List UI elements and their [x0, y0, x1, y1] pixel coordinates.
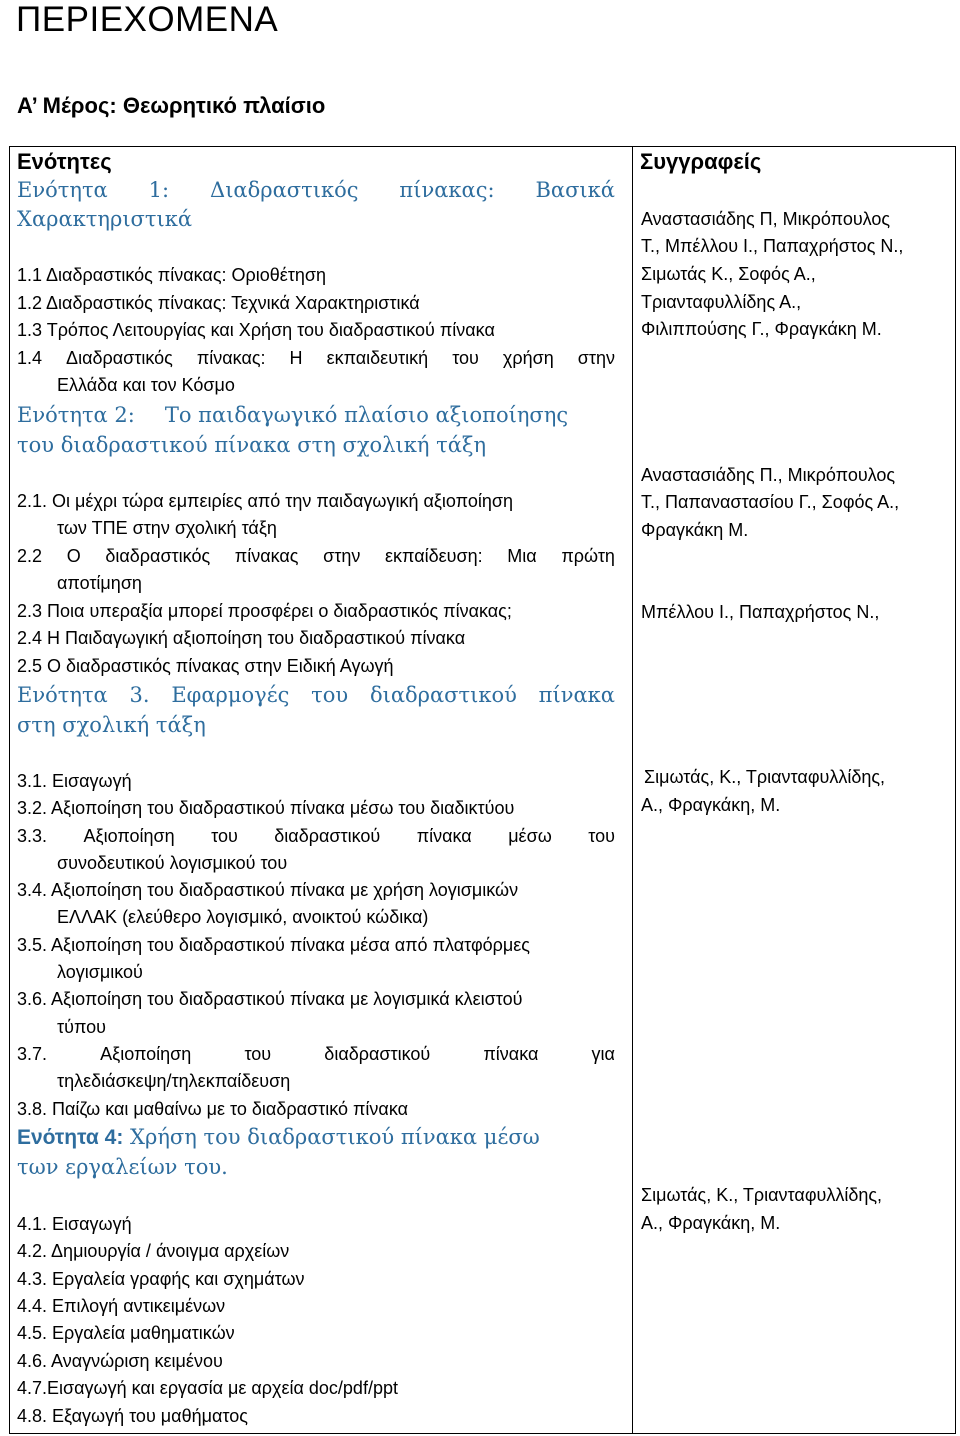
item-2-1-cont: των ΤΠΕ στην σχολική τάξη: [57, 518, 277, 538]
item-2-3: 2.3 Ποια υπεραξία μπορεί προσφέρει ο διαδραστικός πίνακας;: [17, 601, 512, 621]
item-3-1: 3.1. Εισαγωγή: [17, 771, 132, 791]
authors-column-header: Συγγραφείς: [640, 149, 762, 174]
item-2-5: 2.5 Ο διαδραστικός πίνακας στην Ειδική Αγωγή: [17, 656, 394, 676]
unit-4-title: Ενότητα 4: Χρήση του διαδραστικού πίνακα μέσω: [17, 1125, 540, 1149]
item-3-3: 3.3. Αξιοποίηση του διαδραστικού πίνακα μέσω του: [17, 826, 615, 846]
item-1-4-cont: Ελλάδα και τον Κόσμο: [57, 375, 235, 395]
item-2-2-cont: αποτίμηση: [57, 573, 142, 593]
item-3-8: 3.8. Παίζω και μαθαίνω με το διαδραστικό πίνακα: [17, 1099, 409, 1119]
unit-4-author-line: Σιμωτάς, Κ., Τριανταφυλλίδης,: [641, 1185, 883, 1205]
unit-3-author-line: Α., Φραγκάκη, Μ.: [641, 795, 781, 815]
item-4-4: 4.4. Επιλογή αντικειμένων: [17, 1296, 226, 1316]
page-title: ΠΕΡΙΕΧΟΜΕΝΑ: [16, 0, 279, 39]
item-4-2: 4.2. Δημιουργία / άνοιγμα αρχείων: [17, 1241, 290, 1261]
contents-table: [9, 146, 956, 1434]
unit-2-author-line: Τ., Παπαναστασίου Γ., Σοφός Α.,: [641, 492, 900, 512]
unit-2-author-line: Αναστασιάδης Π., Μικρόπουλος: [641, 465, 896, 485]
item-4-8: 4.8. Εξαγωγή του μαθήματος: [17, 1406, 248, 1426]
item-3-6-cont: τύπου: [57, 1017, 106, 1037]
item-3-7: 3.7. Αξιοποίηση του διαδραστικού πίνακα για: [17, 1044, 615, 1064]
item-1-2: 1.2 Διαδραστικός πίνακας: Τεχνικά Χαρακτηριστικά: [17, 293, 420, 313]
unit-3-title-cont: στη σχολική τάξη: [17, 713, 206, 737]
item-3-5: 3.5. Αξιοποίηση του διαδραστικού πίνακα μέσα από πλατφόρμες: [17, 935, 530, 955]
unit-1-title: Ενότητα 1: Διαδραστικός πίνακας: Βασικά: [17, 178, 615, 202]
units-column-header: Ενότητες: [17, 149, 112, 174]
item-1-4: 1.4 Διαδραστικός πίνακας: Η εκπαιδευτική του χρήση στην: [17, 348, 615, 368]
unit-2-author-line: Φραγκάκη Μ.: [641, 520, 749, 540]
item-4-3: 4.3. Εργαλεία γραφής και σχημάτων: [17, 1269, 305, 1289]
item-1-3: 1.3 Τρόπος Λειτουργίας και Χρήση του διαδραστικού πίνακα: [17, 320, 495, 340]
item-2-2: 2.2 Ο διαδραστικός πίνακας στην εκπαίδευση: Μια πρώτη: [17, 546, 615, 566]
unit-4-author-line: Α., Φραγκάκη, Μ.: [641, 1213, 781, 1233]
unit-1-author-line: Σιμωτάς Κ., Σοφός Α.,: [641, 264, 816, 284]
item-2-1: 2.1. Οι μέχρι τώρα εμπειρίες από την παιδαγωγική αξιοποίηση: [17, 491, 513, 511]
item-1-1: 1.1 Διαδραστικός πίνακας: Οριοθέτηση: [17, 265, 327, 285]
unit-1-author-line: Τριανταφυλλίδης Α.,: [641, 292, 802, 312]
item-3-6: 3.6. Αξιοποίηση του διαδραστικού πίνακα με λογισμικά κλειστού: [17, 989, 523, 1009]
unit-1-author-line: Αναστασιάδης Π, Μικρόπουλος: [641, 209, 891, 229]
item-3-3-cont: συνοδευτικού λογισμικού του: [57, 853, 288, 873]
item-4-6: 4.6. Αναγνώριση κειμένου: [17, 1351, 223, 1371]
item-3-5-cont: λογισμικού: [57, 962, 143, 982]
unit-1-title-cont: Χαρακτηριστικά: [17, 207, 193, 231]
item-4-1: 4.1. Εισαγωγή: [17, 1214, 132, 1234]
unit-2-title: Ενότητα 2: Το παιδαγωγικό πλαίσιο αξιοποίησης: [17, 403, 569, 427]
item-2-4: 2.4 Η Παιδαγωγική αξιοποίηση του διαδραστικού πίνακα: [17, 628, 466, 648]
column-divider: [632, 147, 633, 1433]
item-3-4-cont: ΕΛΛΑΚ (ελεύθερο λογισμικό, ανοικτού κώδικα): [57, 907, 429, 927]
item-4-5: 4.5. Εργαλεία μαθηματικών: [17, 1323, 235, 1343]
unit-4-title-cont: των εργαλείων του.: [17, 1155, 228, 1179]
unit-2-author-line: Μπέλλου Ι., Παπαχρήστος Ν.,: [641, 602, 880, 622]
unit-1-author-line: Τ., Μπέλλου Ι., Παπαχρήστος Ν.,: [641, 236, 904, 256]
unit-2-title-cont: του διαδραστικού πίνακα στη σχολική τάξη: [17, 433, 487, 457]
unit-3-author-line: Σιμωτάς, Κ., Τριανταφυλλίδης,: [644, 767, 886, 787]
unit-3-title: Ενότητα 3. Εφαρμογές του διαδραστικού πίνακα: [17, 683, 615, 707]
part-title: Α’ Μέρος: Θεωρητικό πλαίσιο: [17, 93, 326, 118]
item-4-7: 4.7.Εισαγωγή και εργασία με αρχεία doc/pdf/ppt: [17, 1378, 398, 1398]
item-3-7-cont: τηλεδιάσκεψη/τηλεκπαίδευση: [57, 1071, 291, 1091]
item-3-2: 3.2. Αξιοποίηση του διαδραστικού πίνακα μέσω του διαδικτύου: [17, 798, 515, 818]
item-3-4: 3.4. Αξιοποίηση του διαδραστικού πίνακα με χρήση λογισμικών: [17, 880, 519, 900]
unit-1-author-line: Φιλιππούσης Γ., Φραγκάκη Μ.: [641, 319, 882, 339]
